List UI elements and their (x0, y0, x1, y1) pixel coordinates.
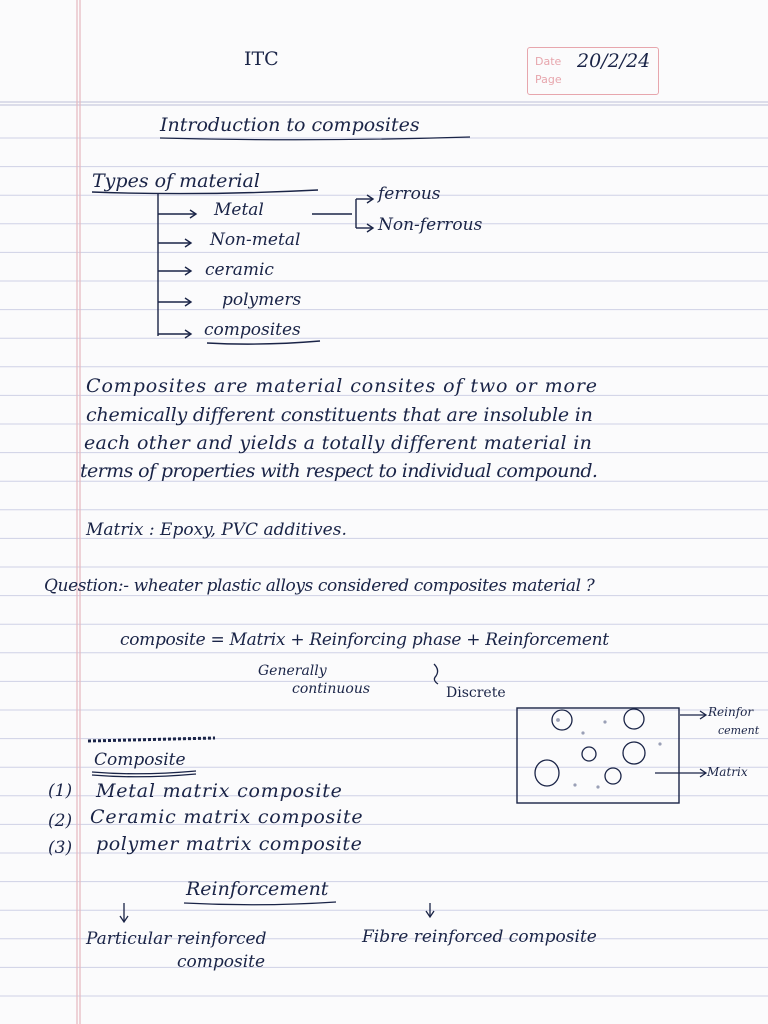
question-line: Question:- wheater plastic alloys considered composites material ? (44, 576, 595, 596)
type-item-composites: composites (204, 320, 301, 340)
definition-line-2: chemically different constituents that are insoluble in (86, 404, 593, 426)
page-title: Introduction to composites (160, 114, 420, 136)
reinforcement-heading: Reinforcement (186, 878, 329, 900)
composite-equation: composite = Matrix + Reinforcing phase + Reinforcement (120, 630, 609, 650)
type-item-ceramic: ceramic (205, 260, 274, 280)
metal-subtype-ferrous: ferrous (378, 184, 441, 204)
equation-note-generally: Generally (258, 663, 327, 679)
composite-heading: Composite (94, 750, 186, 770)
diagram-label-matrix: Matrix (707, 765, 748, 779)
equation-note-continuous: continuous (292, 681, 371, 697)
metal-subtype-nonferrous: Non-ferrous (378, 215, 483, 235)
reinforcement-left-line2: composite (177, 952, 266, 972)
equation-note-discrete: Discrete (446, 685, 506, 701)
definition-line-3: each other and yields a totally different material in (84, 432, 593, 454)
page-label: Page (535, 73, 562, 86)
composite-item-2-num: (2) (48, 811, 73, 831)
definition-line-4: terms of properties with respect to individual compound. (80, 460, 598, 482)
date-value: 20/2/24 (577, 50, 651, 72)
composite-item-1: Metal matrix composite (96, 780, 343, 802)
date-label: Date (535, 55, 562, 68)
reinforcement-right: Fibre reinforced composite (362, 927, 597, 947)
type-item-polymers: polymers (222, 290, 302, 310)
definition-line-1: Composites are material consites of two or more (86, 375, 598, 397)
type-item-nonmetal: Non-metal (210, 230, 301, 250)
type-item-metal: Metal (214, 200, 264, 220)
diagram-label-reinforcement: Reinfor (708, 705, 754, 719)
composite-item-3: polymer matrix composite (96, 833, 363, 855)
diagram-label-reinforcement-2: cement (718, 724, 760, 737)
composite-item-3-num: (3) (48, 838, 73, 858)
composite-item-1-num: (1) (48, 781, 73, 801)
types-heading: Types of material (92, 170, 260, 192)
matrix-examples: Matrix : Epoxy, PVC additives. (86, 520, 347, 540)
composite-item-2: Ceramic matrix composite (90, 806, 364, 828)
subject-heading: ITC (244, 48, 279, 70)
reinforcement-left-line1: Particular reinforced (86, 929, 267, 949)
